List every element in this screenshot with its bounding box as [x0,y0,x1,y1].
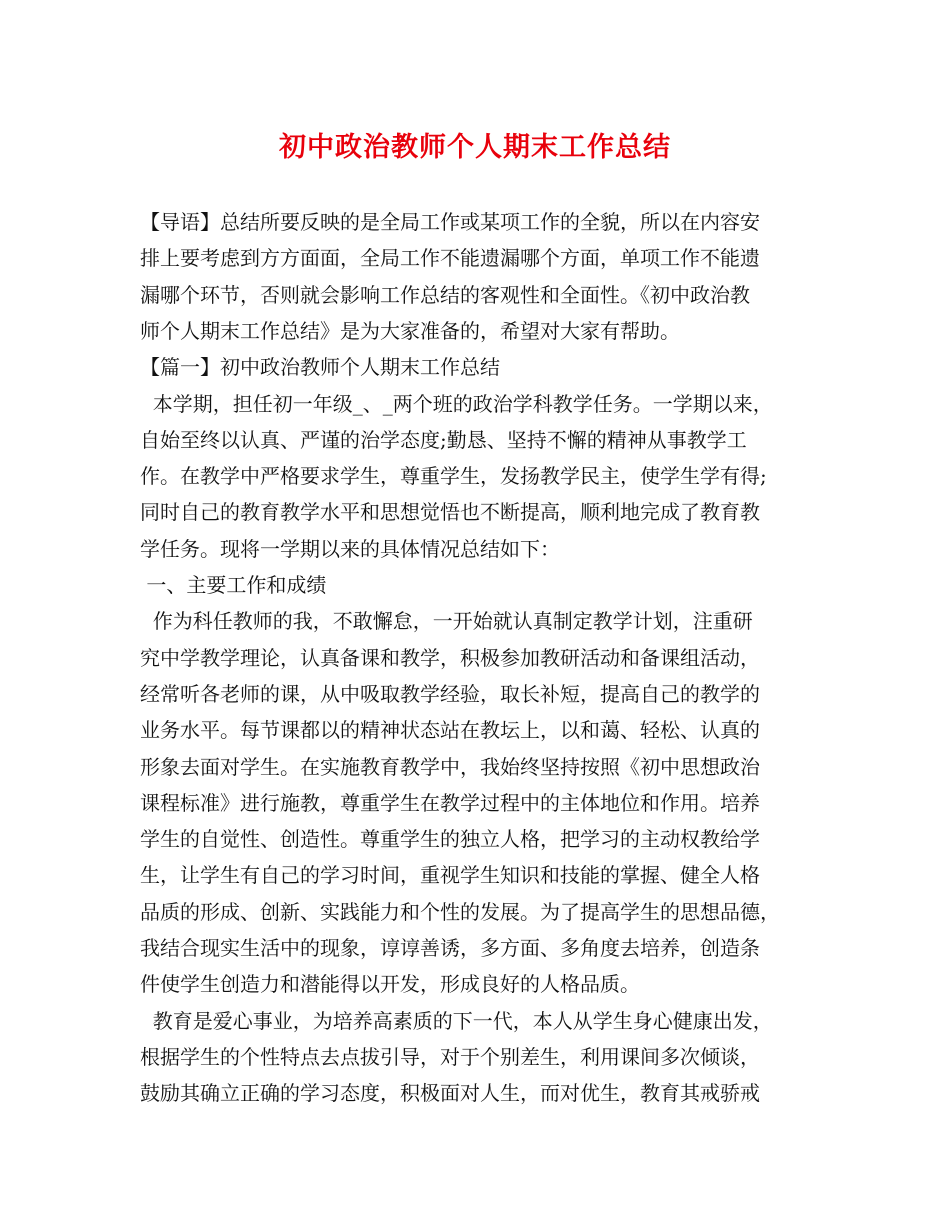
body-text-line: 同时自己的教育教学水平和思想觉悟也不断提高，顺利地完成了教育教 [140,500,760,525]
body-text-line: 教育是爱心事业，为培养高素质的下一代，本人从学生身心健康出发， [140,1008,773,1033]
body-text-line: 【篇一】初中政治教师个人期末工作总结 [140,355,500,380]
body-text-line: 生，让学生有自己的学习时间，重视学生知识和技能的掌握、健全人格 [140,863,760,888]
body-text-line: 我结合现实生活中的现象，谆谆善诱，多方面、多角度去培养，创造条 [140,936,760,960]
document-title: 初中政治教师个人期末工作总结 [279,132,671,163]
body-text-line: 业务水平。每节课都以的精神状态站在教坛上，以和蔼、轻松、认真的 [140,718,760,743]
body-text-line: 究中学教学理论，认真备课和教学，积极参加教研活动和备课组活动， [140,645,760,670]
body-text-line: 经常听各老师的课，从中吸取教学经验，取长补短，提高自己的教学的 [140,681,760,706]
body-text-line: 根据学生的个性特点去点拔引导，对于个别差生，利用课间多次倾谈， [140,1044,760,1069]
body-text-line: 自始至终以认真、严谨的治学态度;勤恳、坚持不懈的精神从事教学工 [140,427,747,452]
body-text-line: 排上要考虑到方方面面，全局工作不能遗漏哪个方面，单项工作不能遗 [140,246,760,271]
body-text-line: 鼓励其确立正确的学习态度，积极面对人生，而对优生，教育其戒骄戒 [140,1081,760,1106]
body-text-line: 学任务。现将一学期以来的具体情况总结如下： [140,536,560,561]
body-text-line: 一、主要工作和成绩 [140,573,327,597]
body-text-line: 作。在教学中严格要求学生，尊重学生，发扬教学民主，使学生学有得; [140,464,767,489]
body-text-line: 【导语】总结所要反映的是全局工作或某项工作的全貌，所以在内容安 [140,210,760,234]
body-text-line: 学生的自觉性、创造性。尊重学生的独立人格，把学习的主动权教给学 [140,827,760,852]
body-text-line: 件使学生创造力和潜能得以开发，形成良好的人格品质。 [140,972,640,997]
body-text-line: 漏哪个环节，否则就会影响工作总结的客观性和全面性。《初中政治教 [140,282,750,307]
body-text-line: 作为科任教师的我，不敢懈怠，一开始就认真制定教学计划，注重研 [140,609,753,634]
body-text-line: 本学期，担任初一年级_、_两个班的政治学科教学任务。一学期以来， [140,391,773,416]
body-text-line: 形象去面对学生。在实施教育教学中，我始终坚持按照《初中思想政治 [140,754,760,779]
body-text-line: 课程标准》进行施教，尊重学生在教学过程中的主体地位和作用。培养 [140,790,760,815]
body-text-line: 师个人期末工作总结》是为大家准备的，希望对大家有帮助。 [140,318,680,343]
body-text-line: 品质的形成、创新、实践能力和个性的发展。为了提高学生的思想品德， [140,899,780,924]
